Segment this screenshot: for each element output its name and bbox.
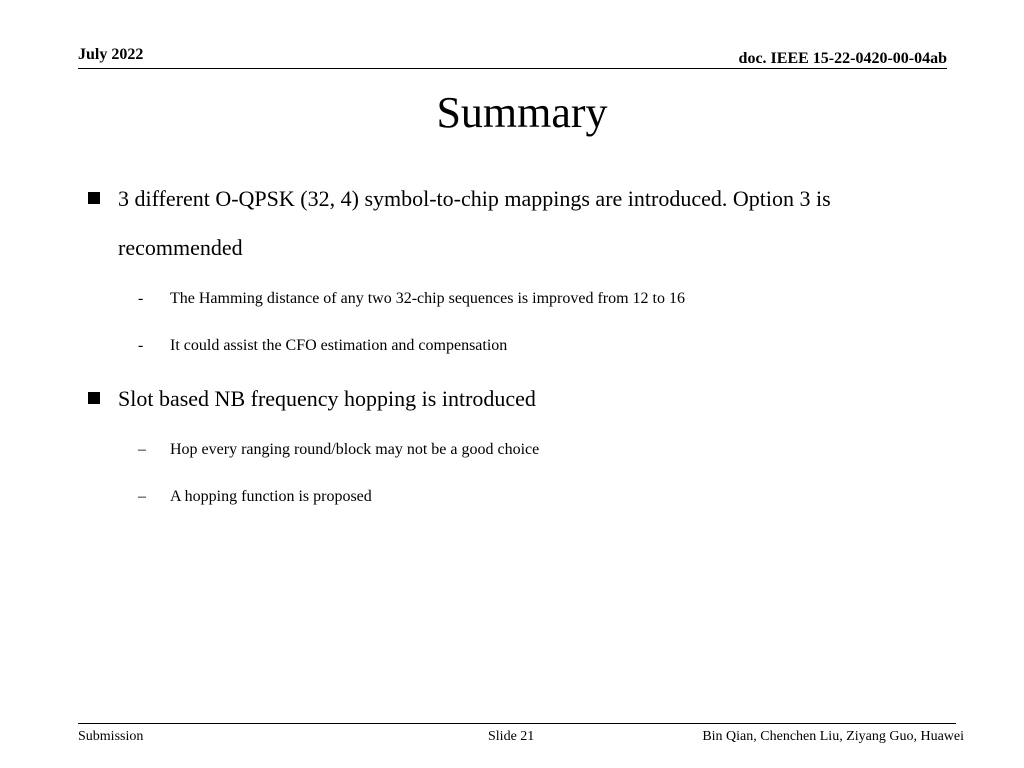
square-bullet-icon	[88, 192, 100, 204]
sub-item-text: A hopping function is proposed	[170, 488, 372, 505]
sub-list-item	[138, 486, 372, 508]
square-bullet-icon	[88, 392, 100, 404]
footer-slide-number: Slide 21	[488, 729, 535, 744]
footer-authors: Bin Qian, Chenchen Liu, Ziyang Guo, Huawei	[702, 729, 964, 744]
sub-item-marker: -	[138, 290, 144, 307]
sub-item-text: Hop every ranging round/block may not be a good choice	[170, 441, 540, 458]
header-date: July 2022	[78, 46, 144, 63]
header-doc-id: doc. IEEE 15-22-0420-00-04ab	[738, 50, 947, 67]
sub-list-item	[138, 439, 539, 461]
header-divider	[78, 68, 947, 69]
footer-submission: Submission	[78, 729, 144, 744]
slide-title: Summary	[436, 88, 608, 137]
sub-item-marker: –	[138, 441, 146, 458]
sub-item-marker: -	[138, 337, 144, 354]
sub-list-item	[138, 288, 685, 310]
footer-divider	[78, 723, 956, 724]
sub-list-item	[138, 335, 507, 357]
bullet-text: 3 different O-QPSK (32, 4) symbol-to-chip mappings are introduced. Option 3 is recommended	[118, 186, 831, 260]
sub-item-text: It could assist the CFO estimation and compensation	[170, 337, 508, 354]
sub-item-marker: –	[138, 488, 146, 505]
sub-item-text: The Hamming distance of any two 32-chip sequences is improved from 12 to 16	[170, 290, 685, 307]
bullet-text: Slot based NB frequency hopping is introduced	[118, 386, 536, 411]
